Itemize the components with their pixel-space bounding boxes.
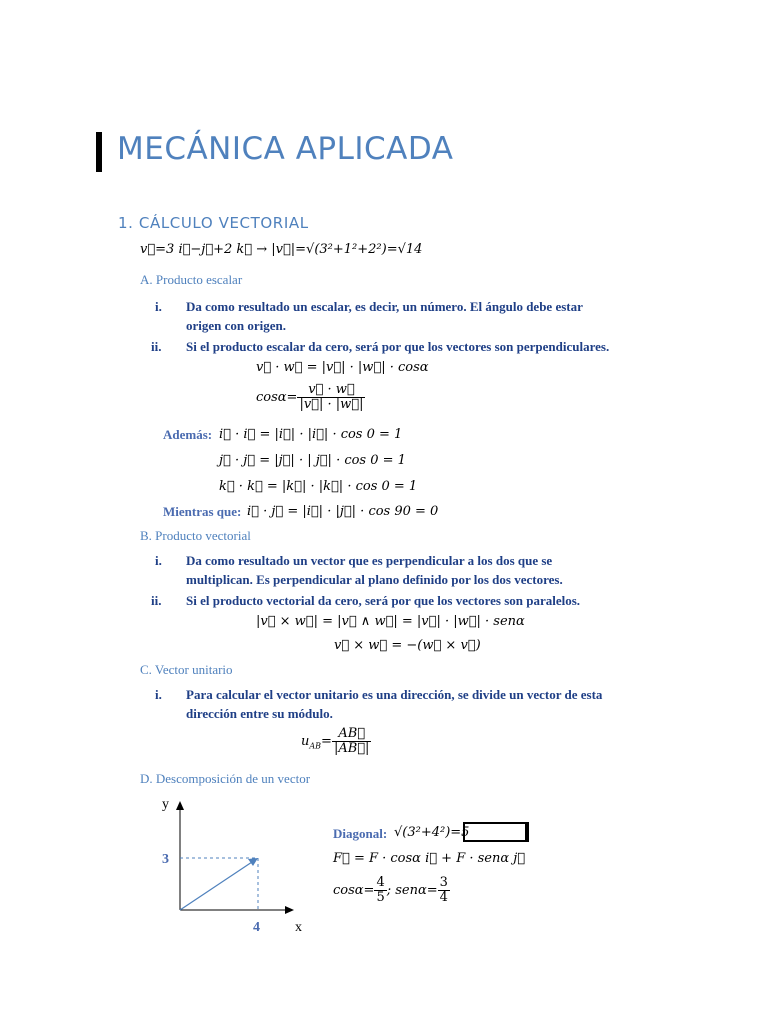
paragraph-line: Da como resultado un vector que es perpendicular a los dos que se bbox=[186, 553, 553, 568]
label-ademas: Además: bbox=[163, 427, 213, 442]
fraction-denominator: |v⃗| · |w⃗| bbox=[299, 397, 364, 412]
fraction bbox=[297, 383, 365, 412]
equation-part: cosα= bbox=[333, 883, 375, 898]
subheading-producto-vectorial: B. Producto vectorial bbox=[140, 528, 251, 543]
equation-force-decomposition: F⃗ = F · cosα i⃗ + F · senα j⃗ bbox=[333, 851, 526, 866]
fraction-numerator: v⃗ · w⃗ bbox=[297, 383, 365, 398]
subheading-producto-escalar: A. Producto escalar bbox=[140, 272, 243, 287]
equation-i-dot-i: i⃗ · i⃗ = |i⃗| · |i⃗| · cos 0 = 1 bbox=[219, 427, 403, 442]
subheading-vector-unitario: C. Vector unitario bbox=[140, 662, 233, 677]
equation-dot-product: v⃗ · w⃗ = |v⃗| · |w⃗| · cosα bbox=[256, 360, 429, 375]
axis-label-y: y bbox=[162, 797, 169, 812]
list-number: ii. bbox=[151, 339, 162, 354]
paragraph-line: Da como resultado un escalar, es decir, un número. El ángulo debe estar bbox=[186, 299, 583, 314]
fraction-numerator: 4 bbox=[376, 875, 385, 890]
equation-j-dot-j: j⃗ · j⃗ = |j⃗| · | j⃗| · cos 0 = 1 bbox=[219, 453, 406, 468]
equation-cross-product-modulus: |v⃗ × w⃗| = |v⃗ ∧ w⃗| = |v⃗| · |w⃗| · senα bbox=[256, 614, 525, 629]
fraction-denominator: 5 bbox=[376, 890, 385, 905]
paragraph-line: dirección entre su módulo. bbox=[186, 706, 333, 721]
subheading-descomposicion: D. Descomposición de un vector bbox=[140, 771, 311, 786]
equation-part: cosα= bbox=[256, 390, 298, 405]
fraction bbox=[332, 727, 372, 756]
axis-label-x: x bbox=[295, 920, 302, 935]
equation-part: ; senα= bbox=[386, 883, 438, 898]
equation-unit-vector bbox=[301, 727, 371, 756]
list-number: i. bbox=[155, 553, 162, 568]
paragraph-line: Si el producto escalar da cero, será por que los vectores son perpendiculares. bbox=[186, 339, 610, 354]
equation-cross-anticommutative: v⃗ × w⃗ = −(w⃗ × v⃗) bbox=[334, 638, 481, 653]
label-mientras-que: Mientras que: bbox=[163, 504, 242, 519]
tick-label-x: 4 bbox=[253, 920, 260, 935]
equation-k-dot-k: k⃗ · k⃗ = |k⃗| · |k⃗| · cos 0 = 1 bbox=[219, 479, 418, 494]
label-diagonal: Diagonal: bbox=[333, 826, 388, 841]
title-bar-decoration bbox=[96, 132, 102, 172]
list-number: i. bbox=[155, 687, 162, 702]
paragraph-line: Para calcular el vector unitario es una dirección, se divide un vector de esta bbox=[186, 687, 603, 702]
list-number: i. bbox=[155, 299, 162, 314]
equation-cos-fraction bbox=[256, 383, 365, 412]
fraction bbox=[438, 876, 450, 905]
equation-part: u bbox=[301, 734, 310, 749]
page-title: MECÁNICA APLICADA bbox=[117, 131, 454, 167]
fraction bbox=[374, 876, 386, 905]
list-number: ii. bbox=[151, 593, 162, 608]
redacted-box bbox=[463, 822, 527, 842]
fraction-numerator: 3 bbox=[439, 875, 448, 890]
vector-decomposition-diagram bbox=[150, 795, 310, 940]
x-axis-arrowhead bbox=[285, 906, 294, 914]
vector-line bbox=[180, 862, 252, 910]
equation-i-dot-j: i⃗ · j⃗ = |i⃗| · |j⃗| · cos 90 = 0 bbox=[247, 504, 439, 519]
section-heading-calculo-vectorial: 1. CÁLCULO VECTORIAL bbox=[118, 214, 309, 232]
equation-diagonal: √(3²+4²)=5 bbox=[394, 825, 470, 840]
fraction-denominator: 4 bbox=[439, 890, 448, 905]
fraction-numerator: AB⃗ bbox=[332, 727, 372, 742]
tick-label-y: 3 bbox=[162, 852, 169, 867]
equation-subscript: AB bbox=[309, 741, 322, 751]
equation-cos-sen bbox=[333, 876, 450, 905]
vector-arrowhead bbox=[248, 858, 258, 866]
paragraph-line: Si el producto vectorial da cero, será por que los vectores son paralelos. bbox=[186, 593, 581, 608]
y-axis-arrowhead bbox=[176, 801, 184, 810]
equation-part: = bbox=[321, 734, 332, 749]
paragraph-line: origen con origen. bbox=[186, 318, 287, 333]
equation-vector-modulus: v⃗=3 i⃗−j⃗+2 k⃗ → |v⃗|=√(3²+1²+2²)=√14 bbox=[140, 242, 423, 257]
fraction-denominator: |AB⃗| bbox=[333, 741, 370, 756]
paragraph-line: multiplican. Es perpendicular al plano definido por los dos vectores. bbox=[186, 572, 563, 587]
